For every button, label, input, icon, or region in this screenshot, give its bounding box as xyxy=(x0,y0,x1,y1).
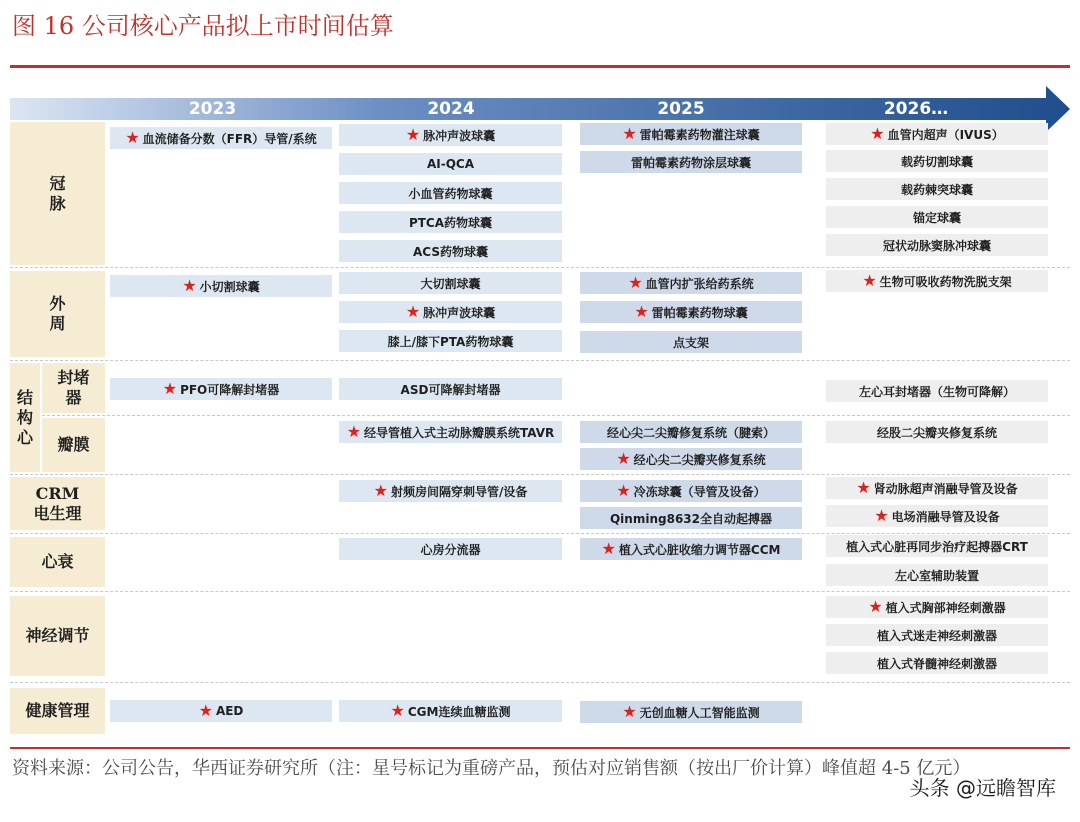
product-box xyxy=(339,700,562,722)
star-icon: ★ xyxy=(182,276,197,295)
row-separator xyxy=(10,360,1070,361)
row-separator xyxy=(42,415,1070,416)
year-label-2025: 2025 xyxy=(657,99,705,119)
product-box xyxy=(580,480,802,502)
row-separator xyxy=(10,591,1070,592)
star-icon: ★ xyxy=(390,701,405,720)
row-separator xyxy=(10,474,1070,475)
title-divider xyxy=(10,65,1070,68)
product-label: 植入式迷走神经刺激器 xyxy=(876,628,997,643)
product-label: 射频房间隔穿刺导管/设备 xyxy=(390,484,528,499)
product-box xyxy=(580,421,802,443)
product-box xyxy=(826,206,1048,228)
category-crm: CRM 电生理 xyxy=(10,477,105,530)
product-box xyxy=(826,477,1048,499)
product-label: ACS药物球囊 xyxy=(413,244,488,259)
product-box xyxy=(826,624,1048,646)
star-icon: ★ xyxy=(373,481,388,500)
product-label: 膝上/膝下PTA药物球囊 xyxy=(387,334,514,349)
product-label: 冷冻球囊（导管及设备） xyxy=(633,484,766,499)
product-box xyxy=(826,123,1048,145)
product-label: CGM连续血糖监测 xyxy=(407,704,511,719)
star-icon: ★ xyxy=(622,702,637,721)
watermark: 头条 @远瞻智库 xyxy=(909,776,1056,800)
star-icon: ★ xyxy=(868,597,883,616)
product-box xyxy=(339,538,562,560)
category-occluder: 封堵 器 xyxy=(42,363,105,413)
product-box xyxy=(826,380,1048,402)
product-label: Qinming8632全自动起搏器 xyxy=(609,511,772,526)
product-box xyxy=(339,301,562,323)
product-box xyxy=(580,448,802,470)
product-box xyxy=(826,150,1048,172)
star-icon: ★ xyxy=(634,302,649,321)
product-label: 脉冲声波球囊 xyxy=(423,128,496,143)
product-box xyxy=(339,378,562,400)
product-box xyxy=(826,596,1048,618)
product-label: 无创血糖人工智能监测 xyxy=(639,705,760,720)
product-label: 点支架 xyxy=(672,335,709,350)
product-label: AED xyxy=(215,704,244,718)
product-box xyxy=(826,178,1048,200)
star-icon: ★ xyxy=(346,422,362,441)
product-label: 锚定球囊 xyxy=(912,210,961,225)
product-box xyxy=(580,507,802,529)
star-icon: ★ xyxy=(616,481,631,500)
product-label: 雷帕霉素药物灌注球囊 xyxy=(639,127,760,142)
product-label: 冠状动脉窦脉冲球囊 xyxy=(882,238,991,253)
star-icon: ★ xyxy=(616,449,631,468)
star-icon: ★ xyxy=(125,128,140,147)
row-separator xyxy=(10,267,1070,268)
product-box xyxy=(339,330,562,352)
product-label: 血流储备分数（FFR）导管/系统 xyxy=(142,131,317,146)
product-label: 载药棘突球囊 xyxy=(900,182,973,197)
category-structural-heart: 结 构 心 xyxy=(10,363,40,472)
product-label: 肾动脉超声消融导管及设备 xyxy=(873,481,1018,496)
star-icon: ★ xyxy=(862,271,877,290)
product-box xyxy=(339,480,562,502)
product-label: 生物可吸收药物洗脱支架 xyxy=(879,274,1012,289)
product-label: 植入式心脏再同步治疗起搏器CRT xyxy=(846,539,1028,554)
year-label-2026: 2026… xyxy=(883,99,949,119)
product-box xyxy=(110,127,332,149)
row-separator xyxy=(10,533,1070,534)
product-label: 小切割球囊 xyxy=(199,279,260,294)
product-label: 雷帕霉素药物球囊 xyxy=(651,305,748,320)
product-label: 左心耳封堵器（生物可降解） xyxy=(858,384,1015,399)
category-heart-failure: 心衰 xyxy=(10,537,105,587)
product-box xyxy=(580,272,802,294)
product-box xyxy=(339,272,562,294)
star-icon: ★ xyxy=(405,125,421,144)
star-icon: ★ xyxy=(162,379,178,398)
star-icon: ★ xyxy=(874,506,889,525)
product-box xyxy=(580,301,802,323)
product-label: 电场消融导管及设备 xyxy=(891,509,1000,524)
product-label: 心房分流器 xyxy=(420,542,481,557)
figure-title: 图 16 公司核心产品拟上市时间估算 xyxy=(12,12,394,40)
product-label: 血管内扩张给药系统 xyxy=(645,276,754,291)
product-box xyxy=(826,505,1048,527)
product-label: 载药切割球囊 xyxy=(900,154,973,169)
source-note: 资料来源：公司公告，华西证券研究所（注：星号标记为重磅产品，预估对应销售额（按出厂价计算）峰值超 4-5 亿元） xyxy=(12,758,971,779)
product-label: 左心室辅助装置 xyxy=(894,568,979,583)
category-valve: 瓣膜 xyxy=(42,418,105,472)
product-box xyxy=(826,234,1048,256)
product-label: 经心尖二尖瓣修复系统（腱索） xyxy=(606,425,775,440)
product-box xyxy=(580,538,802,560)
star-icon: ★ xyxy=(405,302,421,321)
product-label: AI-QCA xyxy=(426,157,475,171)
product-box xyxy=(110,700,332,722)
product-label: 经股二尖瓣夹修复系统 xyxy=(876,425,997,440)
product-label: 大切割球囊 xyxy=(420,276,481,291)
star-icon: ★ xyxy=(601,539,616,558)
product-box xyxy=(339,211,562,233)
footer-divider xyxy=(10,747,1070,749)
product-label: 植入式心脏收缩力调节器CCM xyxy=(618,542,781,557)
year-label-2024: 2024 xyxy=(427,99,475,119)
product-box xyxy=(339,182,562,204)
product-label: 植入式脊髓神经刺激器 xyxy=(876,656,997,671)
star-icon: ★ xyxy=(622,124,637,143)
category-health-management: 健康管理 xyxy=(10,688,105,734)
product-box xyxy=(110,378,332,400)
product-box xyxy=(339,240,562,262)
product-label: 雷帕霉素药物涂层球囊 xyxy=(630,155,751,170)
product-box xyxy=(339,153,562,175)
row-separator xyxy=(10,682,1070,683)
category-neuromodulation: 神经调节 xyxy=(10,596,105,676)
product-box xyxy=(339,421,562,443)
product-label: PFO可降解封堵器 xyxy=(180,382,280,397)
product-box xyxy=(580,701,802,723)
product-label: 经心尖二尖瓣夹修复系统 xyxy=(633,452,766,467)
product-box xyxy=(826,535,1048,557)
product-box xyxy=(580,331,802,353)
star-icon: ★ xyxy=(628,273,643,292)
product-box xyxy=(580,123,802,145)
category-peripheral: 外 周 xyxy=(10,271,105,357)
year-label-2023: 2023 xyxy=(188,99,237,119)
product-box xyxy=(826,652,1048,674)
category-coronary: 冠 脉 xyxy=(10,122,105,265)
product-box xyxy=(826,270,1048,292)
star-icon: ★ xyxy=(198,701,213,720)
product-box xyxy=(826,564,1048,586)
product-label: 血管内超声（IVUS） xyxy=(887,127,1004,142)
product-box xyxy=(580,151,802,173)
product-box xyxy=(826,421,1048,443)
star-icon: ★ xyxy=(870,124,885,143)
star-icon: ★ xyxy=(856,478,871,497)
product-label: PTCA药物球囊 xyxy=(408,215,493,230)
product-box xyxy=(339,124,562,146)
product-label: 脉冲声波球囊 xyxy=(423,305,496,320)
product-label: 经导管植入式主动脉瓣膜系统TAVR xyxy=(364,425,555,440)
product-box xyxy=(110,275,332,297)
product-label: 小血管药物球囊 xyxy=(408,186,493,201)
product-label: ASD可降解封堵器 xyxy=(400,382,501,397)
product-label: 植入式胸部神经刺激器 xyxy=(885,600,1006,615)
